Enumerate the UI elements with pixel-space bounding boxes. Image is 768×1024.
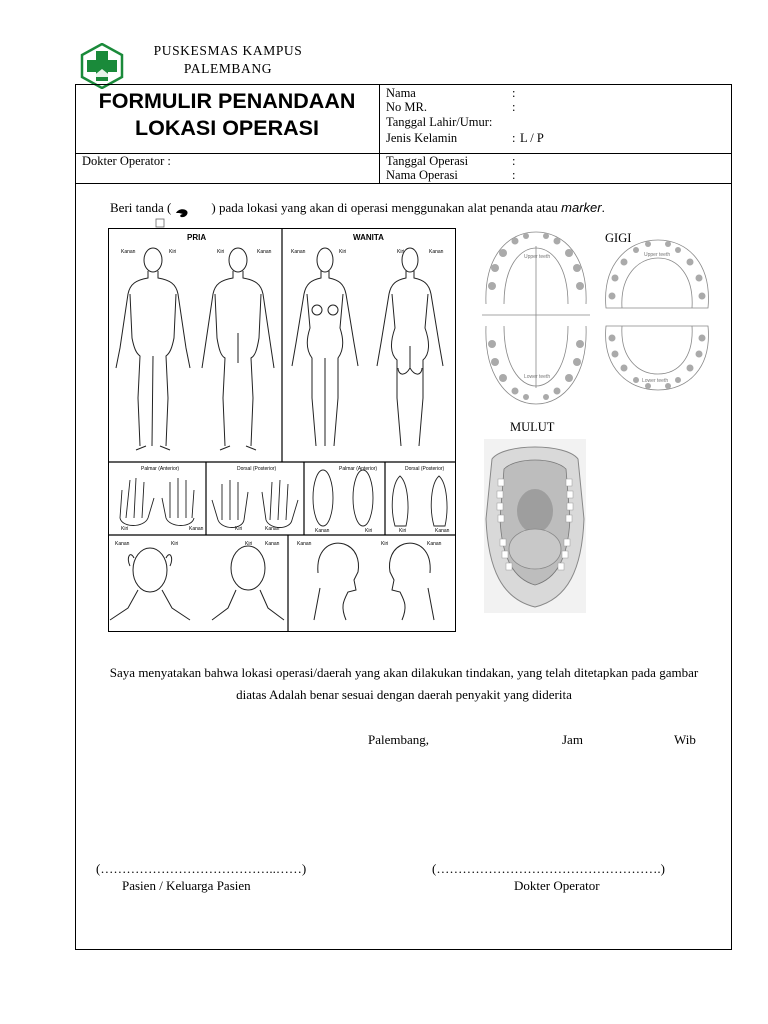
field-nama-colon: : [512, 86, 516, 100]
signature-dokter-label: Dokter Operator [514, 878, 600, 893]
pria-back-kanan: Kanan [257, 249, 272, 255]
form-title-line2: LOKASI OPERASI [135, 116, 319, 140]
body-diagram-lines [108, 228, 456, 632]
upper-teeth-label-2: Upper teeth [644, 252, 671, 258]
statement-line1: Saya menyatakan bahwa lokasi operasi/daerah yang akan dilakukan tindakan, yang telah ditetapkan pada gambar [109, 665, 699, 680]
field-nama-label: Nama [386, 86, 416, 100]
puskesmas-logo-icon [80, 43, 124, 89]
pria-back-kiri: Kiri [217, 249, 225, 255]
foot-palmar-label: Palmar (Anterior) [339, 466, 378, 472]
field-jenis-kelamin-colon: : [512, 131, 516, 145]
mulut-label: MULUT [510, 420, 555, 434]
field-jenis-kelamin-value: L / P [520, 131, 544, 145]
hand-dorsal-kanan: Kanan [265, 526, 280, 532]
field-tanggal-operasi-label: Tanggal Operasi [386, 154, 469, 168]
male-back-figure [202, 248, 274, 450]
institution-name [128, 42, 328, 78]
head-back-kanan: Kanan [265, 541, 280, 547]
lower-teeth-label-2: Lower teeth [642, 378, 669, 384]
pria-front-kanan: Kanan [121, 249, 136, 255]
female-back-figure [377, 248, 443, 446]
wanita-label: WANITA [353, 233, 384, 242]
heads-figures [110, 543, 434, 620]
hand-dorsal-kiri: Kiri [235, 526, 243, 532]
hands-figures [120, 478, 298, 528]
field-dokter-operator-label: Dokter Operator : [82, 154, 171, 168]
gigi-label: GIGI [605, 231, 632, 245]
field-no-mr-colon: : [512, 100, 516, 114]
signature-wib: Wib [674, 732, 696, 747]
instruction-before: Beri tanda ( [110, 200, 172, 215]
foot-dorsal-kiri: Kiri [399, 528, 407, 534]
wanita-back-kiri: Kiri [397, 249, 405, 255]
pria-front-kiri: Kiri [169, 249, 177, 255]
field-nama-operasi-label: Nama Operasi [386, 168, 458, 182]
patient-fields [386, 86, 726, 152]
head-side-kiri: Kiri [381, 541, 389, 547]
hand-palmar-kiri: Kiri [121, 526, 129, 532]
signature-line-pasien: (…………………………………..……) [96, 861, 307, 876]
divider-vertical [379, 85, 380, 183]
institution-line1: PUSKESMAS KAMPUS [153, 43, 303, 58]
foot-dorsal-label: Dorsal (Posterior) [405, 466, 445, 472]
feet-figures [313, 470, 447, 526]
pria-label: PRIA [187, 233, 207, 242]
statement-paragraph [76, 662, 732, 706]
male-front-figure [116, 248, 190, 450]
foot-palmar-kiri: Kiri [365, 528, 373, 534]
instruction-after: ) pada lokasi yang akan di operasi menggunakan alat penanda atau [211, 200, 558, 215]
instruction-marker-word: marker [561, 200, 602, 215]
statement-line2: diatas Adalah benar sesuai dengan daerah penyakit yang diderita [236, 687, 572, 702]
field-nama-operasi-colon: : [512, 168, 516, 182]
field-tanggal-operasi-colon: : [512, 154, 516, 168]
foot-dorsal-kanan: Kanan [435, 528, 450, 534]
field-no-mr-label: No MR. [386, 100, 427, 114]
female-front-figure [292, 248, 358, 446]
instruction-period: . [601, 200, 605, 215]
wanita-front-kanan: Kanan [291, 249, 306, 255]
upper-teeth-label-1: Upper teeth [524, 254, 551, 260]
teeth-diagram [478, 226, 710, 410]
signature-pasien-label: Pasien / Keluarga Pasien [122, 878, 251, 893]
wanita-back-kanan: Kanan [429, 249, 444, 255]
signature-place: Palembang, [368, 732, 430, 747]
head-front-kanan: Kanan [115, 541, 130, 547]
wanita-front-kiri: Kiri [339, 249, 347, 255]
head-side-kanan: Kanan [297, 541, 312, 547]
body-diagram-block [108, 228, 456, 632]
institution-line2: PALEMBANG [183, 61, 273, 76]
hand-palmar-kanan: Kanan [189, 526, 204, 532]
hand-dorsal-label: Dorsal (Posterior) [237, 466, 277, 472]
form-title [76, 88, 378, 142]
hand-palmar-label: Palmar (Anterior) [141, 466, 180, 472]
mouth-diagram [484, 439, 586, 613]
instruction-line [110, 200, 605, 216]
form-title-line1: FORMULIR PENANDAAN [98, 89, 356, 113]
head-back-kiri: Kiri [245, 541, 253, 547]
signature-jam: Jam [562, 732, 583, 747]
operation-fields [386, 154, 726, 184]
lower-teeth-label-1: Lower teeth [524, 374, 551, 380]
field-tanggal-lahir-label: Tanggal Lahir/Umur: [386, 115, 493, 129]
signature-line-dokter: (…………………………………………….) [432, 861, 665, 876]
field-jenis-kelamin-label: Jenis Kelamin [386, 131, 458, 145]
head-front-kiri: Kiri [171, 541, 179, 547]
head-side-kanan-2: Kanan [427, 541, 442, 547]
foot-palmar-kanan: Kanan [315, 528, 330, 534]
